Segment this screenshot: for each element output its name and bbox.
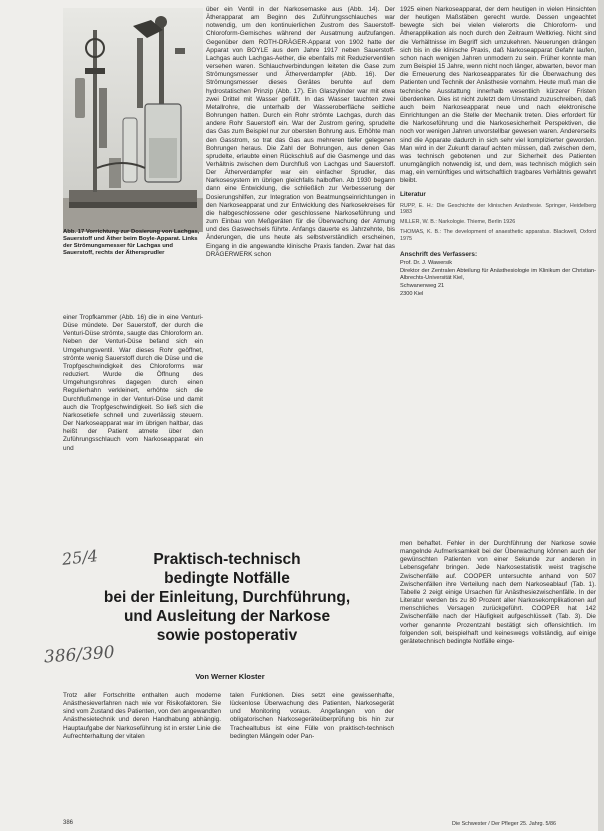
body-text-upper-middle bbox=[206, 6, 395, 522]
address-line: Direktor der Zentralen Abteilung für Anästhesiologie im Klinikum der Christian-Albrechts-Universität Kiel, bbox=[400, 267, 596, 281]
figure-caption: Abb. 17 Vorrichtung zur Dosierung von Lachgas, Sauerstoff und Äther beim Boyle-Apparat. Links der Strömungsmesser für Lachgas und Sauerstoff, rechts der Äthersprudler bbox=[63, 229, 200, 257]
byline: Von Werner Kloster bbox=[195, 672, 265, 681]
article-title bbox=[82, 550, 372, 645]
paragraph: 1925 einen Narkoseapparat, der dem heutigen in vielen Hinsichten der heutigen Maßstäben gerecht wurde. Dessen ungeachtet bewegte sich bei vielen vielerorts die Chloroform- und Ätherapplikation als noch durch den Zeitraum Weltkrieg. Nicht sind die Verhältnisse im Begriff sich umzukehren. Neuerungen drängen sich bis in die klinische Praxis, daß Narkoseapparat Gefahr laufen, schon nach wenigen Jahren unmodern zu sein. Früher konnte man zum Beispiel 15 Jahre, wenn nicht noch länger, abwarten, bevor man die Erneuerung des Narkoseapparates für die Überwachung des Patienten und Technik der Anästhesie vornahm. Heute muß man die technische Ausstattung innerhalb wesentlich kürzerer Fristen überdenken. Dies ist nicht zuletzt dem Umstand zuzuschreiben, daß auch beim Narkoseapparat neue und nach elektronische Einrichtungen an die Stelle der Mechanik treten. Dies erfordert für die Narkoseführung und die Narkosesicherheit Perspektiven, die noch vor wenigen Jahren unvorstellbar gewesen waren. Andererseits sind die Apparate dadurch in sich sehr viel komplizierter geworden. Man wird in der Zukunft darauf achten müssen, daß zwischen dem, was technisch gebotenen und zur Sicherheit des Patienten unumgänglich notwendig ist, und dem, was technisch möglich sein mag, ein vernünftiges und wirtschaftlich tragbares Verhältnis gewahrt bleibt. bbox=[400, 6, 596, 185]
body-text-lower-middle bbox=[230, 692, 394, 816]
address-line: Schwanenweg 21 bbox=[400, 282, 445, 289]
body-text-lower-left bbox=[63, 692, 221, 816]
paragraph: men behaftet. Fehler in der Durchführung der Narkose sowie mangelnde Aufmerksamkeit bei der Überwachung können auch der gewünschten Patienten von einer Sekunde zur anderen in Lebensgefahr bringen. Jede Narkosestatistik weist tragische Zwischenfälle auf. COOPER untersuchte anhand von 507 Zwischenfällen ihre Verteilung nach dem Narkoseablauf (Tab. 1). Tabelle 2 zeigt einige Ursachen für Anästhesiezwischenfälle. In der Literatur werden bis zu 80 Prozent aller Narkosekomplikationen auf menschliches Versagen zurückgeführt. COOPER hat 142 Zwischenfälle nach der Häufigkeit aufgeschlüsselt (Tab. 3). Die vorher genannte Prozentzahl bestätigt sich offensichtlich. Im folgenden soll, beispielhaft und keineswegs vollständig, auf einige gerätetechnisch bedingte Notfälle einge- bbox=[400, 540, 596, 645]
page-edge bbox=[598, 0, 604, 831]
figure-photo bbox=[63, 8, 203, 232]
paragraph: Trotz aller Fortschritte enthalten auch moderne Anästhesieverfahren nach wie vor Risikofaktoren. Sie sind vom Zustand des Patienten, von den angewandten Anästhesietechnik und deren Handhabung abhängig. Hauptaufgabe der Narkoseführung ist in erster Linie die Aufrechterhaltung der vitalen bbox=[63, 692, 221, 740]
handwritten-note: 386/390 bbox=[43, 642, 116, 668]
title-line: bei der Einleitung, Durchführung, bbox=[103, 589, 351, 606]
paragraph: über ein Ventil in der Narkosemaske aus (Abb. 14). Der Ätherapparat am Beginn des Zuführungsschlauches war notwendig, um den kontinuierlichen Zustrom des Sauerstoff-Chloroform-Gemisches während der Ausatmung aufzufangen. Gegenüber dem ROTH-DRÄGER-Apparat von 1902 hatte der Apparat von BOYLE aus dem Jahre 1917 neben Sauerstoff-Lachgas auch Lachgas-Aether, die ebenfalls mit Reduzierventilen versehen waren. Schlauchverbindungen leiteten die Gase zum Strömungsmesser und Ätherverdampfer (Abb. 16). Der Strömungsmesser dieses Gerätes beruhte auf dem hydrostatischen Prinzip (Abb. 17). Ein Glaszylinder war mit etwa zwei Drittel mit Wasser gefüllt. In das Wasser tauchten zwei Metallrohre, die unterhalb der Wasseroberfläche seitliche Bohrungen hatten. Durch ein Rohr strömte Lachgas, durch das andere Rohr Sauerstoff ein. War der Zustrom gering, sprudelte das Gas zum Beispiel nur zur obersten Bohrung aus. Erhöhte man den Gasstrom, so trat das Gas aus mehreren tiefer gelegenen Bohrungen heraus. Die Zahl der Bohrungen, aus denen Gas sprudelte, erlaubte einen Rückschluß auf die Gasmenge und das Verhältnis zwischen dem Durchfluß von Lachgas und Sauerstoff. Der Ätherverdampfer war ein einfacher Sprudler, das Narkosesystem im übrigen gleichfalls halboffen. Ab 1930 begann dann eine Entwicklung, die schließlich zur Verbesserung der Dosierungshilfen, zur Integration von Beatmungseinrichtungen in den Narkoseapparat und zur Entwicklung des Narkosekreises für die halbgeschlossene oder geschlossene Narkoseführung und zum Einbau von Meßgeräten für die Überwachung der Atmung und des Gaswechsels führte. Anfangs dauerte es Jahrzehnte, bis Änderungen, die uns heute als selbstverständlich erscheinen, Eingang in die angewandte klinische Praxis fanden. Zwar hat das DRÄGERWERK schon bbox=[206, 6, 395, 258]
title-line: Praktisch-technisch bbox=[153, 551, 301, 568]
address-line: Prof. Dr. J. Wawersik bbox=[400, 259, 453, 266]
paragraph: einer Tropfkammer (Abb. 16) die in eine Venturi-Düse mündete. Der Sauerstoff, der durch die Venturi-Düse strömte, saugte das Chloroform an. Neben der Venturi-Düse befand sich ein Umgehungsventil. War dieses Rohr geöffnet, strömte wenig Sauerstoff durch die Düse und die Tropfgeschwindigkeit des Chloroforms war reduziert. Wurde die Öffnung des Umgehungsrohres dagegen durch einen Regulierhahn verkleinert, erhöhte sich die Durchflußmenge in der Venturi-Düse und damit auch die Tropfgeschwindigkeit. So ließ sich die Narkosetiefe schnell und zuverlässig steuern. Der Narkoseapparat war im übrigen haltbar, das heißt der Patient atmete über den Zuführungsschlauch vom Narkoseapparat ein und bbox=[63, 314, 203, 452]
address-line: 2300 Kiel bbox=[400, 290, 424, 297]
body-text-lower-right bbox=[400, 540, 596, 812]
body-text-upper-right bbox=[400, 6, 596, 531]
title-line: und Ausleitung der Narkose bbox=[123, 608, 331, 625]
handwritten-note: 25/4 bbox=[61, 546, 99, 569]
boyle-apparatus-photo bbox=[63, 8, 203, 232]
address-heading: Anschrift des Verfassers: bbox=[400, 250, 478, 258]
page-number: 386 bbox=[63, 820, 74, 826]
body-text-upper-left bbox=[63, 314, 203, 522]
title-line: bedingte Notfälle bbox=[164, 570, 290, 587]
literature-entry: RUPP, E. H.: Die Geschichte der klinischen Anästhesie. Springer, Heidelberg 1983 bbox=[400, 202, 596, 216]
journal-footer: Die Schwester / Der Pfleger 25. Jahrg. 5/86 bbox=[452, 821, 556, 827]
paragraph: talen Funktionen. Dies setzt eine gewissenhafte, lückenlose Überwachung des Patienten, Narkosegerät und Monitoring voraus. Angefangen von der obligatorischen Narkosegeräteüberprüfung bis hin zur Trachealtubus ist eine Fülle von praktisch-technisch bedingten Mängeln oder Pan- bbox=[230, 692, 394, 740]
title-line: sowie postoperativ bbox=[156, 627, 298, 644]
literature-entry: THOMAS, K. B.: The development of anaesthetic apparatus. Blackwell, Oxford 1975 bbox=[400, 228, 596, 242]
literature-heading: Literatur bbox=[400, 191, 426, 199]
literature-entry: MILLER, W. B.: Narkologie. Thieme, Berlin 1926 bbox=[400, 219, 516, 226]
